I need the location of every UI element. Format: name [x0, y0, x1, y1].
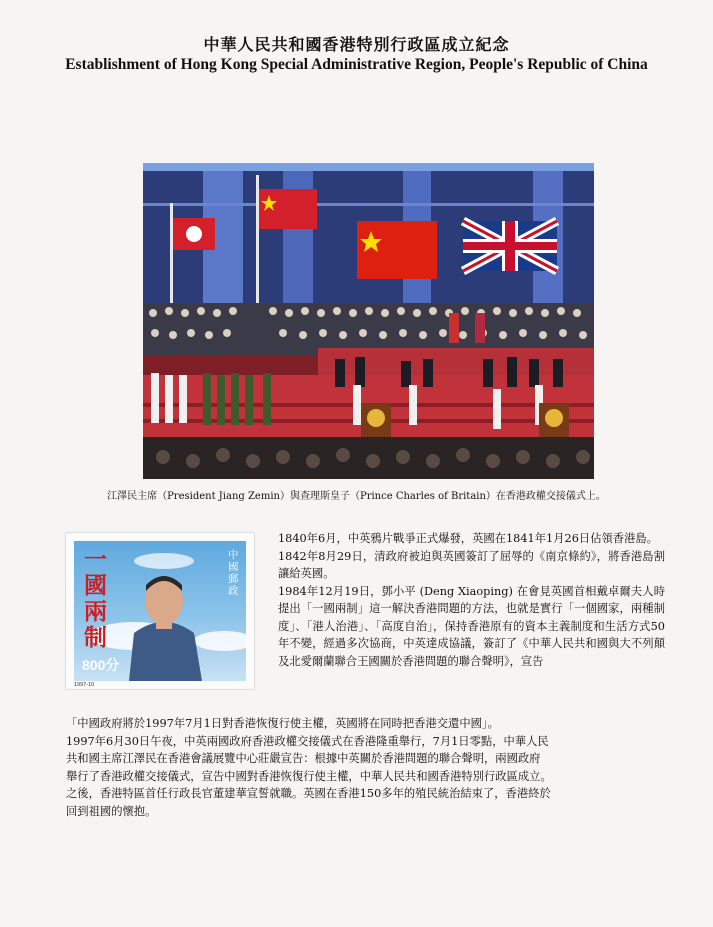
- title-chinese: 中華人民共和國香港特別行政區成立紀念: [203, 35, 510, 54]
- text-line: 舉行了香港政權交接儀式，宣告中國對香港恢復行使主權，中華人民共和國香港特別行政區成立。: [66, 769, 552, 783]
- stamp-calligraphy: 一國兩制: [84, 546, 107, 651]
- paragraph-1840: 1840年6月，中英鴉片戰爭正式爆發，英國在1841年1月26日佔領香港島。: [278, 532, 658, 545]
- paragraph-1984: 1984年12月19日，鄧小平 (Deng Xiaoping) 在會見英國首相戴卓爾夫人時提出「一國兩制」這一解決香港問題的方法，也就是實行「一個國家，兩種制度」、「港人治港」、「高度自治」，保持香港原有的資本主義制度和生活方式50年不變，經過多次協商，中英達成協議，簽訂了《中華人民共和國與大不列顛及北愛爾蘭聯合王國關於香港問題的聯合聲明》，宣告: [278, 584, 665, 668]
- stamp-country-name: 中國郵政: [228, 549, 239, 597]
- full-width-paragraphs: [66, 715, 666, 820]
- text-line: 「中國政府將於1997年7月1日對香港恢復行使主權，英國將在同時把香港交還中國」。: [66, 717, 499, 730]
- photo-caption: 江澤民主席（President Jiang Zemin）與查理斯皇子（Prince Charles of Britain）在香港政權交接儀式上。: [107, 491, 606, 502]
- wrapped-paragraphs: [278, 530, 665, 670]
- stamp-denomination: 800分: [82, 657, 120, 673]
- paragraph-1842: 1842年8月29日，清政府被迫與英國簽訂了屈辱的《南京條約》，將香港島割讓給英國。: [278, 549, 665, 580]
- stamp-issue-code: 1997-10: [74, 682, 95, 688]
- text-line: 回到祖國的懷抱。: [66, 804, 157, 818]
- title-english: Establishment of Hong Kong Special Administrative Region, People's Republic of China: [65, 56, 648, 73]
- text-line: 1997年6月30日午夜，中英兩國政府香港政權交接儀式在香港隆重舉行，7月1日零點，中華人民: [66, 734, 549, 748]
- text-line: 共和國主席江澤民在香港會議展覽中心莊嚴宣告：根據中英關於香港問題的聯合聲明，兩國政府: [66, 752, 541, 765]
- deng-xiaoping-stamp: [66, 533, 254, 689]
- stamp-artwork: [74, 541, 246, 681]
- text-line: 之後，香港特區首任行政長官董建華宣誓就職。英國在香港150多年的殖民統治結束了，香港終於: [66, 787, 551, 800]
- handover-ceremony-photo: [143, 163, 594, 479]
